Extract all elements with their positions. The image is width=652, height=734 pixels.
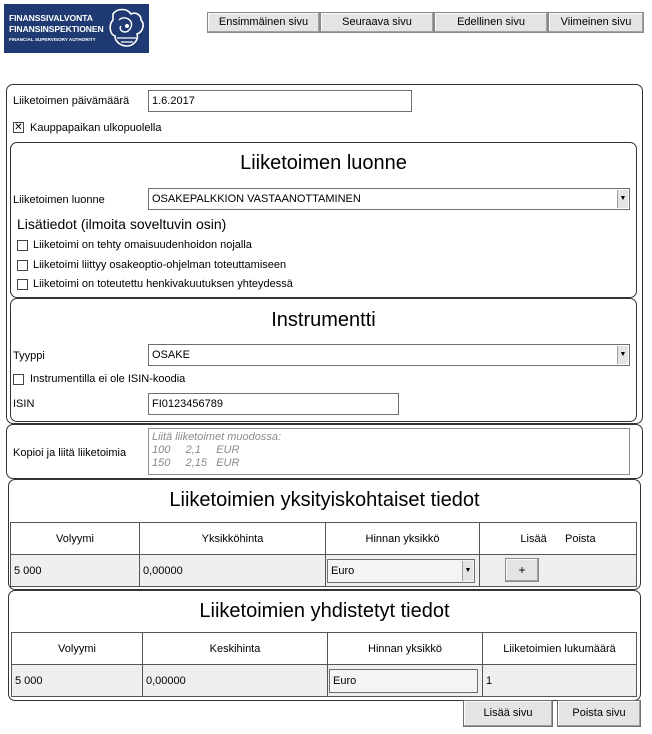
lion-crest-icon xyxy=(107,6,147,50)
details-table xyxy=(10,522,637,587)
add-row-button[interactable]: + xyxy=(505,558,539,582)
no-isin-checkbox[interactable] xyxy=(13,374,24,385)
life-insurance-checkbox[interactable] xyxy=(17,279,28,290)
chevron-down-icon[interactable]: ▼ xyxy=(617,190,628,208)
paste-hint-line: Liitä liiketoimet muodossa: xyxy=(152,431,282,443)
average-price-cell: 0,00000 xyxy=(143,665,328,697)
delete-page-button[interactable]: Poista sivu xyxy=(557,700,641,727)
stock-option-checkbox[interactable] xyxy=(17,260,28,271)
outside-venue-checkbox[interactable]: ✕ xyxy=(14,122,23,133)
paste-example-line: 150 2,15 EUR xyxy=(152,457,240,469)
logo-line-3: FINANCIAL SUPERVISORY AUTHORITY xyxy=(9,37,96,42)
unit-price-cell[interactable]: 0,00000 xyxy=(140,555,326,587)
add-column-header: Lisää xyxy=(520,532,547,545)
asset-management-label: Liiketoimi on tehty omaisuudenhoidon nojalla xyxy=(33,239,252,251)
logo-line-1: FINANSSIVALVONTA xyxy=(9,13,93,23)
unit-price-column-header: Yksikköhinta xyxy=(140,523,326,555)
table-row xyxy=(11,555,637,587)
asset-management-checkbox[interactable] xyxy=(17,240,28,251)
type-label: Tyyppi xyxy=(13,350,45,362)
aggregated-currency-field: Euro xyxy=(329,669,478,693)
extra-info-heading: Lisätiedot (ilmoita soveltuvin osin) xyxy=(17,216,227,232)
type-select-value: OSAKE xyxy=(152,349,190,361)
paste-example-line: 100 2,1 EUR xyxy=(152,444,240,456)
transaction-date-input[interactable]: 1.6.2017 xyxy=(148,90,412,112)
table-row xyxy=(12,665,637,697)
volume-column-header: Volyymi xyxy=(11,523,140,555)
details-heading: Liiketoimien yksityiskohtaiset tiedot xyxy=(169,489,480,511)
chevron-down-icon[interactable]: ▼ xyxy=(617,346,628,364)
next-page-button[interactable]: Seuraava sivu xyxy=(320,12,434,33)
actions-cell xyxy=(480,555,637,587)
last-page-button[interactable]: Viimeinen sivu xyxy=(548,12,644,33)
instrument-heading: Instrumentti xyxy=(271,309,376,331)
volume-cell[interactable]: 5 000 xyxy=(11,555,140,587)
average-price-column-header: Keskihinta xyxy=(143,633,328,665)
volume-cell: 5 000 xyxy=(12,665,143,697)
no-isin-label: Instrumentilla ei ole ISIN-koodia xyxy=(30,373,186,385)
transaction-date-label: Liiketoimen päivämäärä xyxy=(13,95,130,107)
chevron-down-icon[interactable]: ▼ xyxy=(462,561,473,581)
type-select[interactable] xyxy=(148,344,630,366)
table-header-row xyxy=(11,523,637,555)
actions-column-header xyxy=(480,523,637,555)
nature-heading: Liiketoimen luonne xyxy=(240,152,407,174)
aggregated-table xyxy=(11,632,637,697)
isin-label: ISIN xyxy=(13,398,35,410)
add-page-button[interactable]: Lisää sivu xyxy=(463,700,553,727)
currency-column-header: Hinnan yksikkö xyxy=(326,523,480,555)
transaction-count-cell: 1 xyxy=(483,665,637,697)
currency-column-header: Hinnan yksikkö xyxy=(328,633,483,665)
nature-label: Liiketoimen luonne xyxy=(13,194,105,206)
transaction-count-column-header: Liiketoimien lukumäärä xyxy=(483,633,637,665)
nature-select-value: OSAKEPALKKION VASTAANOTTAMINEN xyxy=(152,193,361,205)
table-header-row xyxy=(12,633,637,665)
paste-label: Kopioi ja liitä liiketoimia xyxy=(13,447,127,459)
delete-column-header: Poista xyxy=(565,532,596,545)
isin-input[interactable]: FI0123456789 xyxy=(148,393,399,415)
aggregated-heading: Liiketoimien yhdistetyt tiedot xyxy=(199,600,450,622)
first-page-button[interactable]: Ensimmäinen sivu xyxy=(207,12,320,33)
volume-column-header: Volyymi xyxy=(12,633,143,665)
logo-line-2: FINANSINSPEKTIONEN xyxy=(9,24,104,34)
nature-select[interactable] xyxy=(148,188,630,210)
stock-option-label: Liiketoimi liittyy osakeoptio-ohjelman toteuttamiseen xyxy=(33,259,287,271)
life-insurance-label: Liiketoimi on toteutettu henkivakuutuksen yhteydessä xyxy=(33,278,293,290)
paste-textarea[interactable] xyxy=(148,428,630,475)
previous-page-button[interactable]: Edellinen sivu xyxy=(434,12,548,33)
outside-venue-label: Kauppapaikan ulkopuolella xyxy=(30,122,162,134)
currency-select-value: Euro xyxy=(331,565,355,577)
currency-select[interactable] xyxy=(327,559,475,583)
logo xyxy=(4,4,149,53)
